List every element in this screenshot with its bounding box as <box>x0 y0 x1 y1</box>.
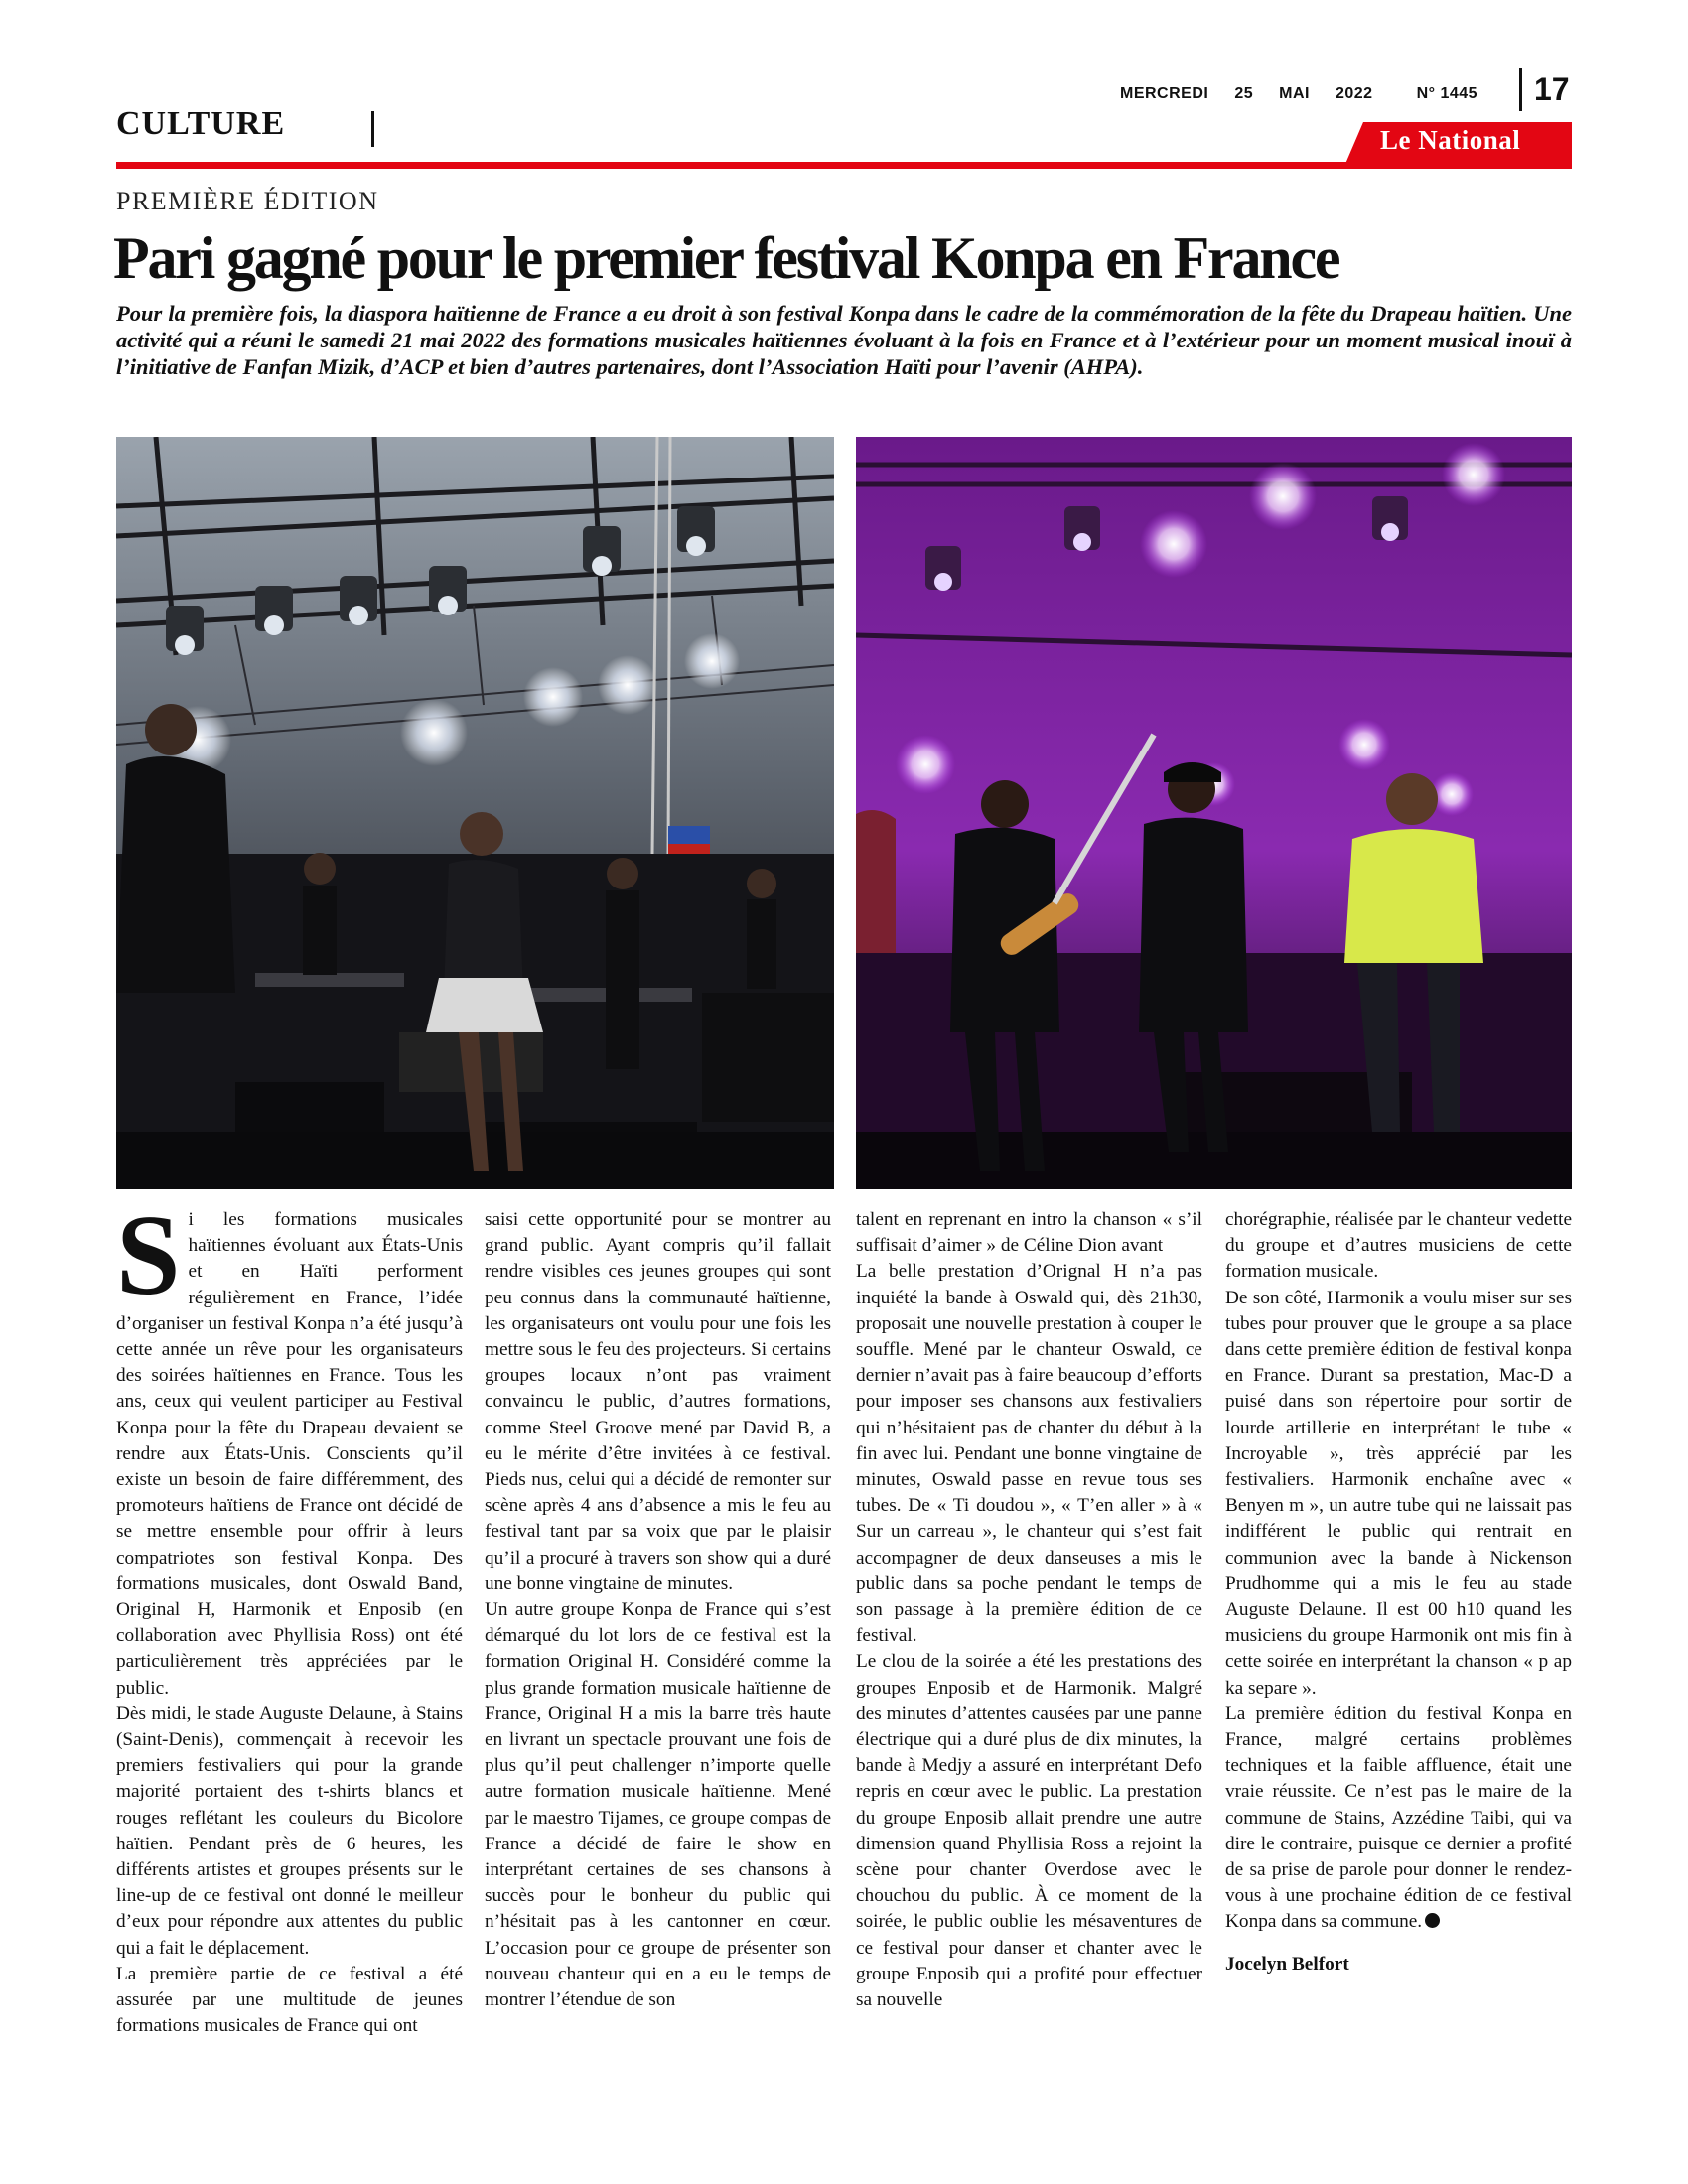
article-column-4 <box>1225 1207 1572 1978</box>
dateline-day: MERCREDI <box>1120 85 1209 102</box>
article-lede: Pour la première fois, la diaspora haïtienne de France a eu droit à son festival Konpa dans le cadre de la commémoration de la fête du Drapeau haïtien. Une activité qui a réuni le samedi 21 mai 2022 des formations musicales haïtiennes évoluant à la fois en France et à l’extérieur pour un moment musical inouï à l’initiative de Fanfan Mizik, d’ACP et bien d’autres partenaires, dont l’Association Haïti pour l’avenir (AHPA). <box>116 301 1572 379</box>
article-column-2 <box>485 1207 831 2013</box>
article-paragraph: Dès midi, le stade Auguste Delaune, à Stains (Saint-Denis), commençait à recevoir les premiers festivaliers qui pour la grande majorité portaient des t-shirts blancs et rouges reflétant les couleurs du Bicolore haïtien. Pendant près de 6 heures, les différents artistes et groupes présents sur le line-up de ce festival ont donné le meilleur d’eux pour répondre aux attentes du public qui a fait le déplacement. <box>116 1703 463 1959</box>
article-column-3 <box>856 1207 1202 2013</box>
page-number: 17 <box>1519 68 1570 111</box>
article-paragraph: Si les formations musicales haïtiennes évoluant aux États-Unis et en Haïti performent régulièrement en France, l’idée d’organiser un festival Konpa n’a été jusqu’à cette année un rêve pour les organisateurs des soirées haïtiennes en France. Tous les ans, ceux qui veulent participer au Festival Konpa pour la fête du Drapeau devaient se rendre aux États-Unis. Conscients qu’il existe un besoin de faire différemment, des promoteurs haïtiens de France ont décidé de se mettre ensemble pour offrir à leurs compatriotes son festival Konpa. Des formations musicales, dont Oswald Band, Original H, Harmonik et Enposib (en collaboration avec Phyllisia Ross) ont été particulièrement très appréciées par le public. <box>116 1192 463 1699</box>
stage-illustration-right <box>856 437 1572 1189</box>
article-paragraph: La belle prestation d’Orignal H n’a pas inquiété la bande à Oswald qui, dès 21h30, proposait une nouvelle prestation à couper le souffle. Mené par le chanteur Oswald, ce dernier n’avait pas à faire beaucoup d’efforts pour imposer ses chansons aux festivaliers qui n’hésitaient pas de chanter du début à la fin avec lui. Pendant une bonne vingtaine de minutes, Oswald passe en revue tous ses tubes. De « Ti doudou », « T’en aller » à « Sur un carreau », le chanteur qui s’est fait accompagner de deux danseuses a mis le public dans sa poche pendant le temps de son passage à la première édition de ce festival. <box>856 1261 1202 1647</box>
article-kicker: PREMIÈRE ÉDITION <box>116 187 379 215</box>
end-of-article-icon <box>1425 1913 1440 1928</box>
drop-cap: S <box>116 1192 181 1319</box>
section-label: CULTURE <box>116 105 286 142</box>
issue-number: N° 1445 <box>1416 85 1478 102</box>
dateline-date: 25 <box>1234 85 1254 102</box>
issue-dateline <box>1120 79 1557 109</box>
brand-name: Le National <box>1380 125 1521 155</box>
stage-photo-right <box>856 437 1572 1189</box>
header-rule <box>116 162 1572 169</box>
article-paragraph: Un autre groupe Konpa de France qui s’est démarqué du lot lors de ce festival est la formation Original H. Considéré comme la plus grande formation musicale haïtienne de France, Original H a mis la barre très haute en livrant un spectacle prouvant une fois de plus qu’il peut challenger n’importe quelle autre formation musicale haïtienne. Mené par le maestro Tijames, ce groupe compas de France a décidé de faire le show en interprétant certaines de ses chansons à succès pour le bonheur du public qui n’hésitait pas à les cantonner en cœur. L’occasion pour ce groupe de présenter son nouveau chanteur qui en a eu le temps de montrer l’étendue de son <box>485 1599 831 2011</box>
article-paragraph: Le clou de la soirée a été les prestations des groupes Enposib et de Harmonik. Malgré des minutes d’attentes causées par une panne électrique qui a duré plus de dix minutes, la bande à Medjy a assuré en interprétant Defo repris en cœur avec le public. La prestation du groupe Enposib allait prendre une autre dimension quand Phyllisia Ross a rejoint la scène pour chanter Overdose avec le chouchou du public. À ce moment de la soirée, le public oublie les mésaventures de ce festival pour danser et chanter avec le groupe Enposib qui a profité pour effectuer sa nouvelle <box>856 1651 1202 2011</box>
article-byline: Jocelyn Belfort <box>1225 1953 1349 1975</box>
article-headline: Pari gagné pour le premier festival Konpa en France <box>113 225 1339 291</box>
dateline-month: MAI <box>1279 85 1310 102</box>
dateline-year: 2022 <box>1335 85 1373 102</box>
stage-illustration-left <box>116 437 834 1189</box>
article-paragraph: talent en reprenant en intro la chanson « s’il suffisait d’aimer » de Céline Dion avant <box>856 1209 1202 1257</box>
stage-photo-left <box>116 437 834 1189</box>
article-paragraph: De son côté, Harmonik a voulu miser sur ses tubes pour prouver que le groupe a sa place dans cette première édition de festival konpa en France. Durant sa prestation, Mac-D a puisé dans son répertoire pour sortir de lourde artillerie en interprétant le tube « Incroyable », très apprécié par les festivaliers. Harmonik enchaîne avec « Benyen m », un autre tube qui ne laissait pas indifférent le public qui rentrait en communion avec la bande à Nickenson Prudhomme qui a mis le feu au stade Auguste Delaune. Il est 00 h10 quand les musiciens du groupe Harmonik ont mis fin à cette soirée en interprétant la chanson « p ap ka separe ». <box>1225 1287 1572 1699</box>
article-paragraph: chorégraphie, réalisée par le chanteur vedette du groupe et d’autres musiciens de cette formation musicale. <box>1225 1209 1573 1283</box>
section-divider <box>371 111 374 147</box>
article-paragraph: La première édition du festival Konpa en France, malgré certains problèmes techniques et la faible affluence, était une vraie réussite. Ce n’est pas le maire de la commune de Stains, Azzédine Taibi, qui va dire le contraire, puisque ce dernier a profité de sa prise de parole pour donner le rendez-vous à une prochaine édition de ce festival Konpa dans sa commune. <box>1225 1703 1572 1933</box>
article-paragraph: saisi cette opportunité pour se montrer au grand public. Ayant compris qu’il fallait rendre visibles ces jeunes groupes qui sont peu connus dans la communauté haïtienne, les organisateurs ont voulu pour une fois les mettre sous le feu des projecteurs. Si certains groupes locaux n’ont pas vraiment convaincu le public, d’autres formations, comme Steel Groove mené par David B, a eu le mérite d’être invitées à ce festival. Pieds nus, celui qui a décidé de remonter sur scène après 4 ans d’absence a mis le feu au festival tant par sa voix que par le plaisir qu’il a procuré à travers son show qui a duré une bonne vingtaine de minutes. <box>485 1209 831 1594</box>
article-column-1 <box>116 1192 463 2040</box>
article-paragraph: La première partie de ce festival a été assurée par une multitude de jeunes formations musicales de France qui ont <box>116 1963 463 2037</box>
